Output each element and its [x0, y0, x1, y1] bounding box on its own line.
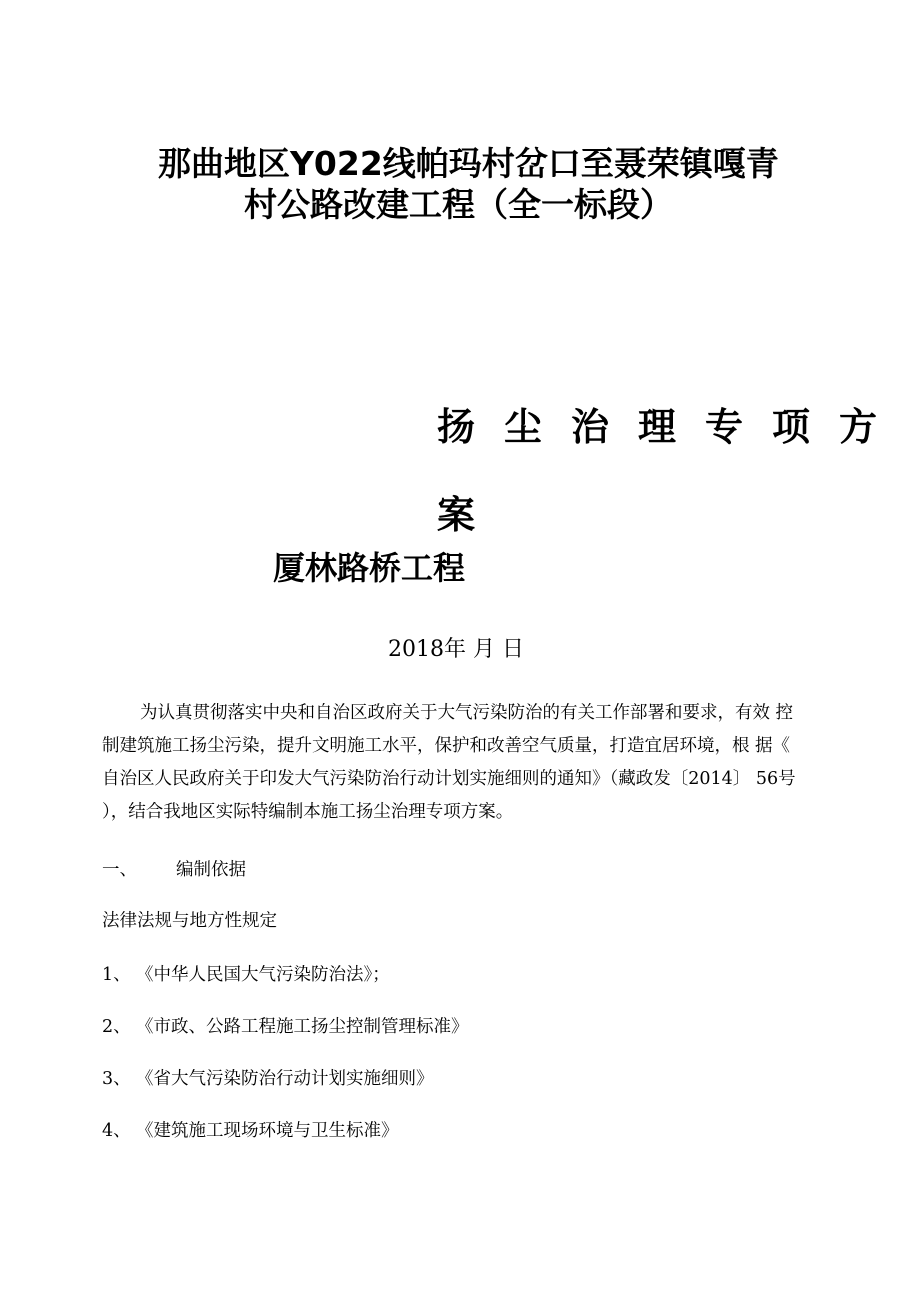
document-date: 2018年 月 日 — [388, 637, 524, 662]
law-item-3-text: 《省大气污染防治行动计划实施细则》 — [136, 1069, 434, 1089]
law-item-1-number: 1、 — [102, 965, 131, 985]
document-title-line-2: 案 — [437, 493, 476, 537]
intro-paragraph-line-2: 制建筑施工扬尘污染，提升文明施工水平，保护和改善空气质量，打造宜居环境，根 据《 — [102, 736, 791, 756]
law-item-1-text: 《中华人民国大气污染防治法》； — [136, 965, 390, 985]
project-title-line-2: 村公路改建工程（全一标段） — [244, 185, 673, 224]
project-title-line-1: 那曲地区Y022线帕玛村岔口至聂荣镇嘎青 — [158, 144, 779, 183]
law-item-3-number: 3、 — [102, 1069, 131, 1089]
subsection-title: 法律法规与地方性规定 — [102, 911, 277, 931]
intro-paragraph-line-4: ），结合我地区实际特编制本施工扬尘治理专项方案。 — [102, 802, 514, 822]
section-1-number: 一、 — [102, 860, 137, 880]
law-item-4-number: 4、 — [102, 1121, 131, 1141]
intro-paragraph-line-3: 自治区人民政府关于印发大气污染防治行动计划实施细则的通知》（藏政发〔2014〕 56号 — [102, 769, 796, 789]
intro-paragraph-line-1: 为认真贯彻落实中央和自治区政府关于大气污染防治的有关工作部署和要求，有效 控 — [140, 703, 794, 723]
law-item-2-text: 《市政、公路工程施工扬尘控制管理标准》 — [136, 1017, 469, 1037]
section-1-title: 编制依据 — [176, 860, 246, 880]
law-item-4-text: 《建筑施工现场环境与卫生标准》 — [136, 1121, 399, 1141]
document-title-line-1: 扬尘治理专项方 — [437, 405, 907, 449]
company-name: 厦林路桥工程 — [273, 549, 466, 587]
law-item-2-number: 2、 — [102, 1017, 131, 1037]
